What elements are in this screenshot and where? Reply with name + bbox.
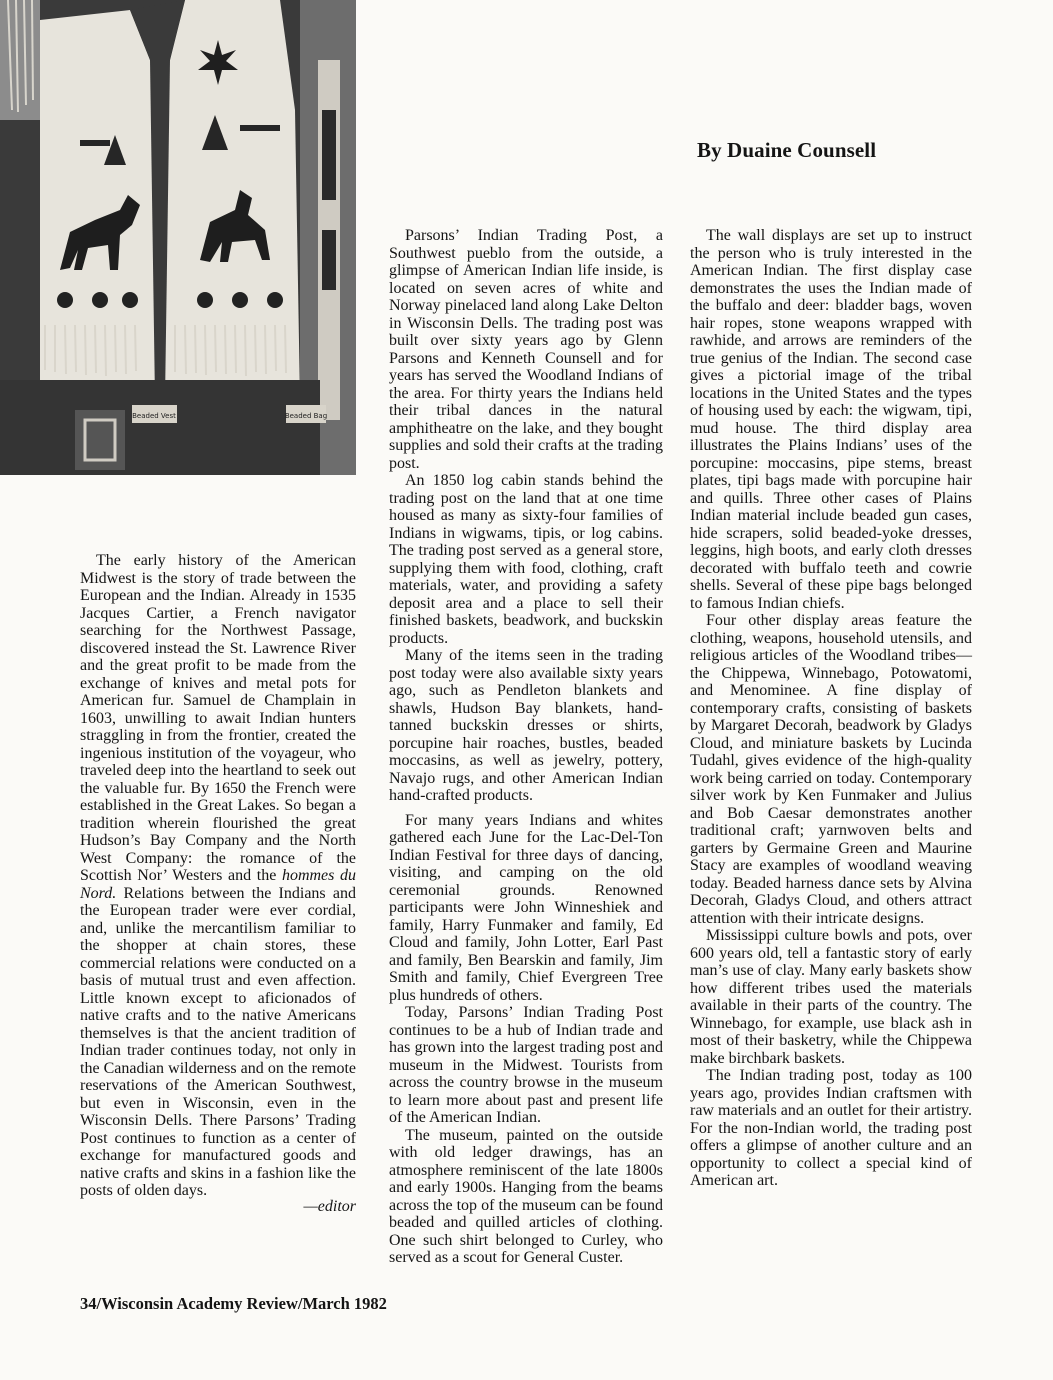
page-footer: 34/Wisconsin Academy Review/March 1982: [80, 1294, 387, 1313]
paragraph: Mississippi culture bowls and pots, over 600 years old, tell a fantastic story of early man’s use of clay. Many early baskets show how different tribes used the materials available in their parts of the country. The Winnebago, for example, use black ash in most of their basketry, while the Chippewa make birchbark baskets.: [690, 927, 972, 1067]
paragraph: The museum, painted on the outside with old ledger drawings, has an atmosphere reminiscent of the late 1800s and early 1900s. Hanging from the beams across the top of the museum can be found beaded and quilled articles of clothing. One such shirt belonged to Curley, who served as a scout for General Custer.: [389, 1126, 663, 1266]
svg-text:Beaded Vest: Beaded Vest: [132, 412, 176, 420]
right-column: [690, 227, 972, 1190]
vest-photo: [0, 0, 356, 475]
svg-text:Beaded Bag: Beaded Bag: [284, 412, 328, 420]
paragraph: Today, Parsons’ Indian Trading Post continues to be a hub of Indian trade and has grown into the largest trading post and museum in the Midwest. Tourists from across the country browse in the museum to learn more about past and present life of the American Indian.: [389, 1004, 663, 1126]
paragraph: The Indian trading post, today as 100 years ago, provides Indian craftsmen with raw materials and an outlet for their artistry. For the non-Indian world, the trading post offers a glimpse of another culture and an opportunity to collect a special kind of American art.: [690, 1067, 972, 1189]
paragraph: An 1850 log cabin stands behind the trading post on the land that at one time housed as many as sixty-four families of Indians in wigwams, tipis, or log cabins. The trading post served as a general store, supplying them with food, clothing, craft materials, water, and providing a safety deposit area and a place to sell their finished baskets, beadwork, and buckskin products.: [389, 472, 663, 647]
paragraph: The wall displays are set up to instruct the person who is truly interested in the American Indian. The first display case demonstrates the uses the Indian made of the buffalo and deer: bladder bags, woven hair ropes, stone weapons wrapped with rawhide, and arrows are reminders of the true genius of the Indian. The second case gives a pictorial image of the tribal locations in the United States and the types of housing used by each: the wigwam, tipi, mud house. The third display area illustrates the Plains Indians’ uses of the porcupine: moccasins, pipe stems, breast plates, tipi bags made with porcupine hair and quills. Three other cases of Plains Indian material include beaded gun cases, hide scrapers, solid beaded-yoke dresses, leggins, high boots, and early cloth dresses decorated with buffalo teeth and cowrie shells. Several of these pipe bags belonged to famous Indian chiefs.: [690, 227, 972, 612]
middle-column: [389, 227, 663, 1267]
paragraph: For many years Indians and whites gathered each June for the Lac-Del-Ton Indian Festival for three days of dancing, visiting, and camping on the old ceremonial grounds. Renowned participants were John Winneshiek and family, Harry Funmaker and family, Ed Cloud and family, John Lotter, Earl Past and family, Ben Bearskin and family, Jim Smith and family, Chief Evergreen Tree plus hundreds of others.: [389, 811, 663, 1004]
paragraph: Four other display areas feature the clothing, weapons, household utensils, and religious articles of the Woodland tribes—the Chippewa, Winnebago, Potowatomi, and Menominee. A fine display of contemporary crafts, consisting of baskets by Margaret Decorah, beadwork by Gladys Cloud, and miniature baskets by Lucinda Tudahl, gives evidence of the high-quality work being carried on today. Contemporary silver work by Ken Funmaker and Julius and Bob Caesar demonstrates another traditional craft; yarnwoven belts and garters by Germaine Green and Maurine Stacy are examples of woodland weaving today. Beaded harness dance sets by Alvina Decorah, Gladys Cloud, and others attract attention with their intricate designs.: [690, 612, 972, 927]
intro-column: [80, 552, 356, 1215]
paragraph: Parsons’ Indian Trading Post, a Southwest pueblo from the outside, a glimpse of American Indian life inside, is located on seven acres of white and Norway pinelaced land along Lake Delton in Wisconsin Dells. The trading post was built over sixty years ago by Glenn Parsons and Kenneth Counsell and for years has served the Woodland Indians of the area. For thirty years the Indians held their tribal dances in the natural amphitheatre on the lake, and they bought supplies and sold their crafts at the trading post.: [389, 227, 663, 472]
byline: By Duaine Counsell: [697, 138, 877, 162]
intro-paragraph: The early history of the American Midwest is the story of trade between the European and the Indian. Already in 1535 Jacques Cartier, a French navigator searching for the Northwest Passage, discovered instead the St. Lawrence River and the great profit to be made from the exchange of knives and metal pots for American fur. Samuel de Champlain in 1603, unwilling to await Indian hunters straggling in from the frontier, created the ingenious institution of the voyageur, who traveled deep into the heartland to seek out the valuable fur. By 1650 the French were established in the Great Lakes. So began a tradition wherein flourished the great Hudson’s Bay Company and the North West Company: the romance of the Scottish Nor’ Westers and the hommes du Nord. Relations between the Indians and the European trader were ever cordial, and, unlike the mercantilism familiar to the shopper at chain stores, these commercial relations were conducted on a basis of mutual trust and even affection. Little known except to aficionados of native crafts and to the native Americans themselves is that the ancient tradition of Indian trader continues today, not only in the Canadian wilderness and on the remote reservations of the American Southwest, but even in Wisconsin, even in the Wisconsin Dells. There Parsons’ Trading Post continues to function as a center of exchange for manufactured goods and native crafts and skins in a fashion like the posts of olden days.: [80, 552, 357, 1199]
paragraph: Many of the items seen in the trading post today were also available sixty years ago, such as Pendleton blankets and shawls, Hudson Bay blankets, hand-tanned buckskin dresses or shirts, porcupine hair roaches, bustles, beaded moccasins, as well as jewelry, pottery, Navajo rugs, and other American Indian hand-crafted products.: [389, 647, 663, 804]
editor-signature: —editor: [303, 1197, 356, 1215]
